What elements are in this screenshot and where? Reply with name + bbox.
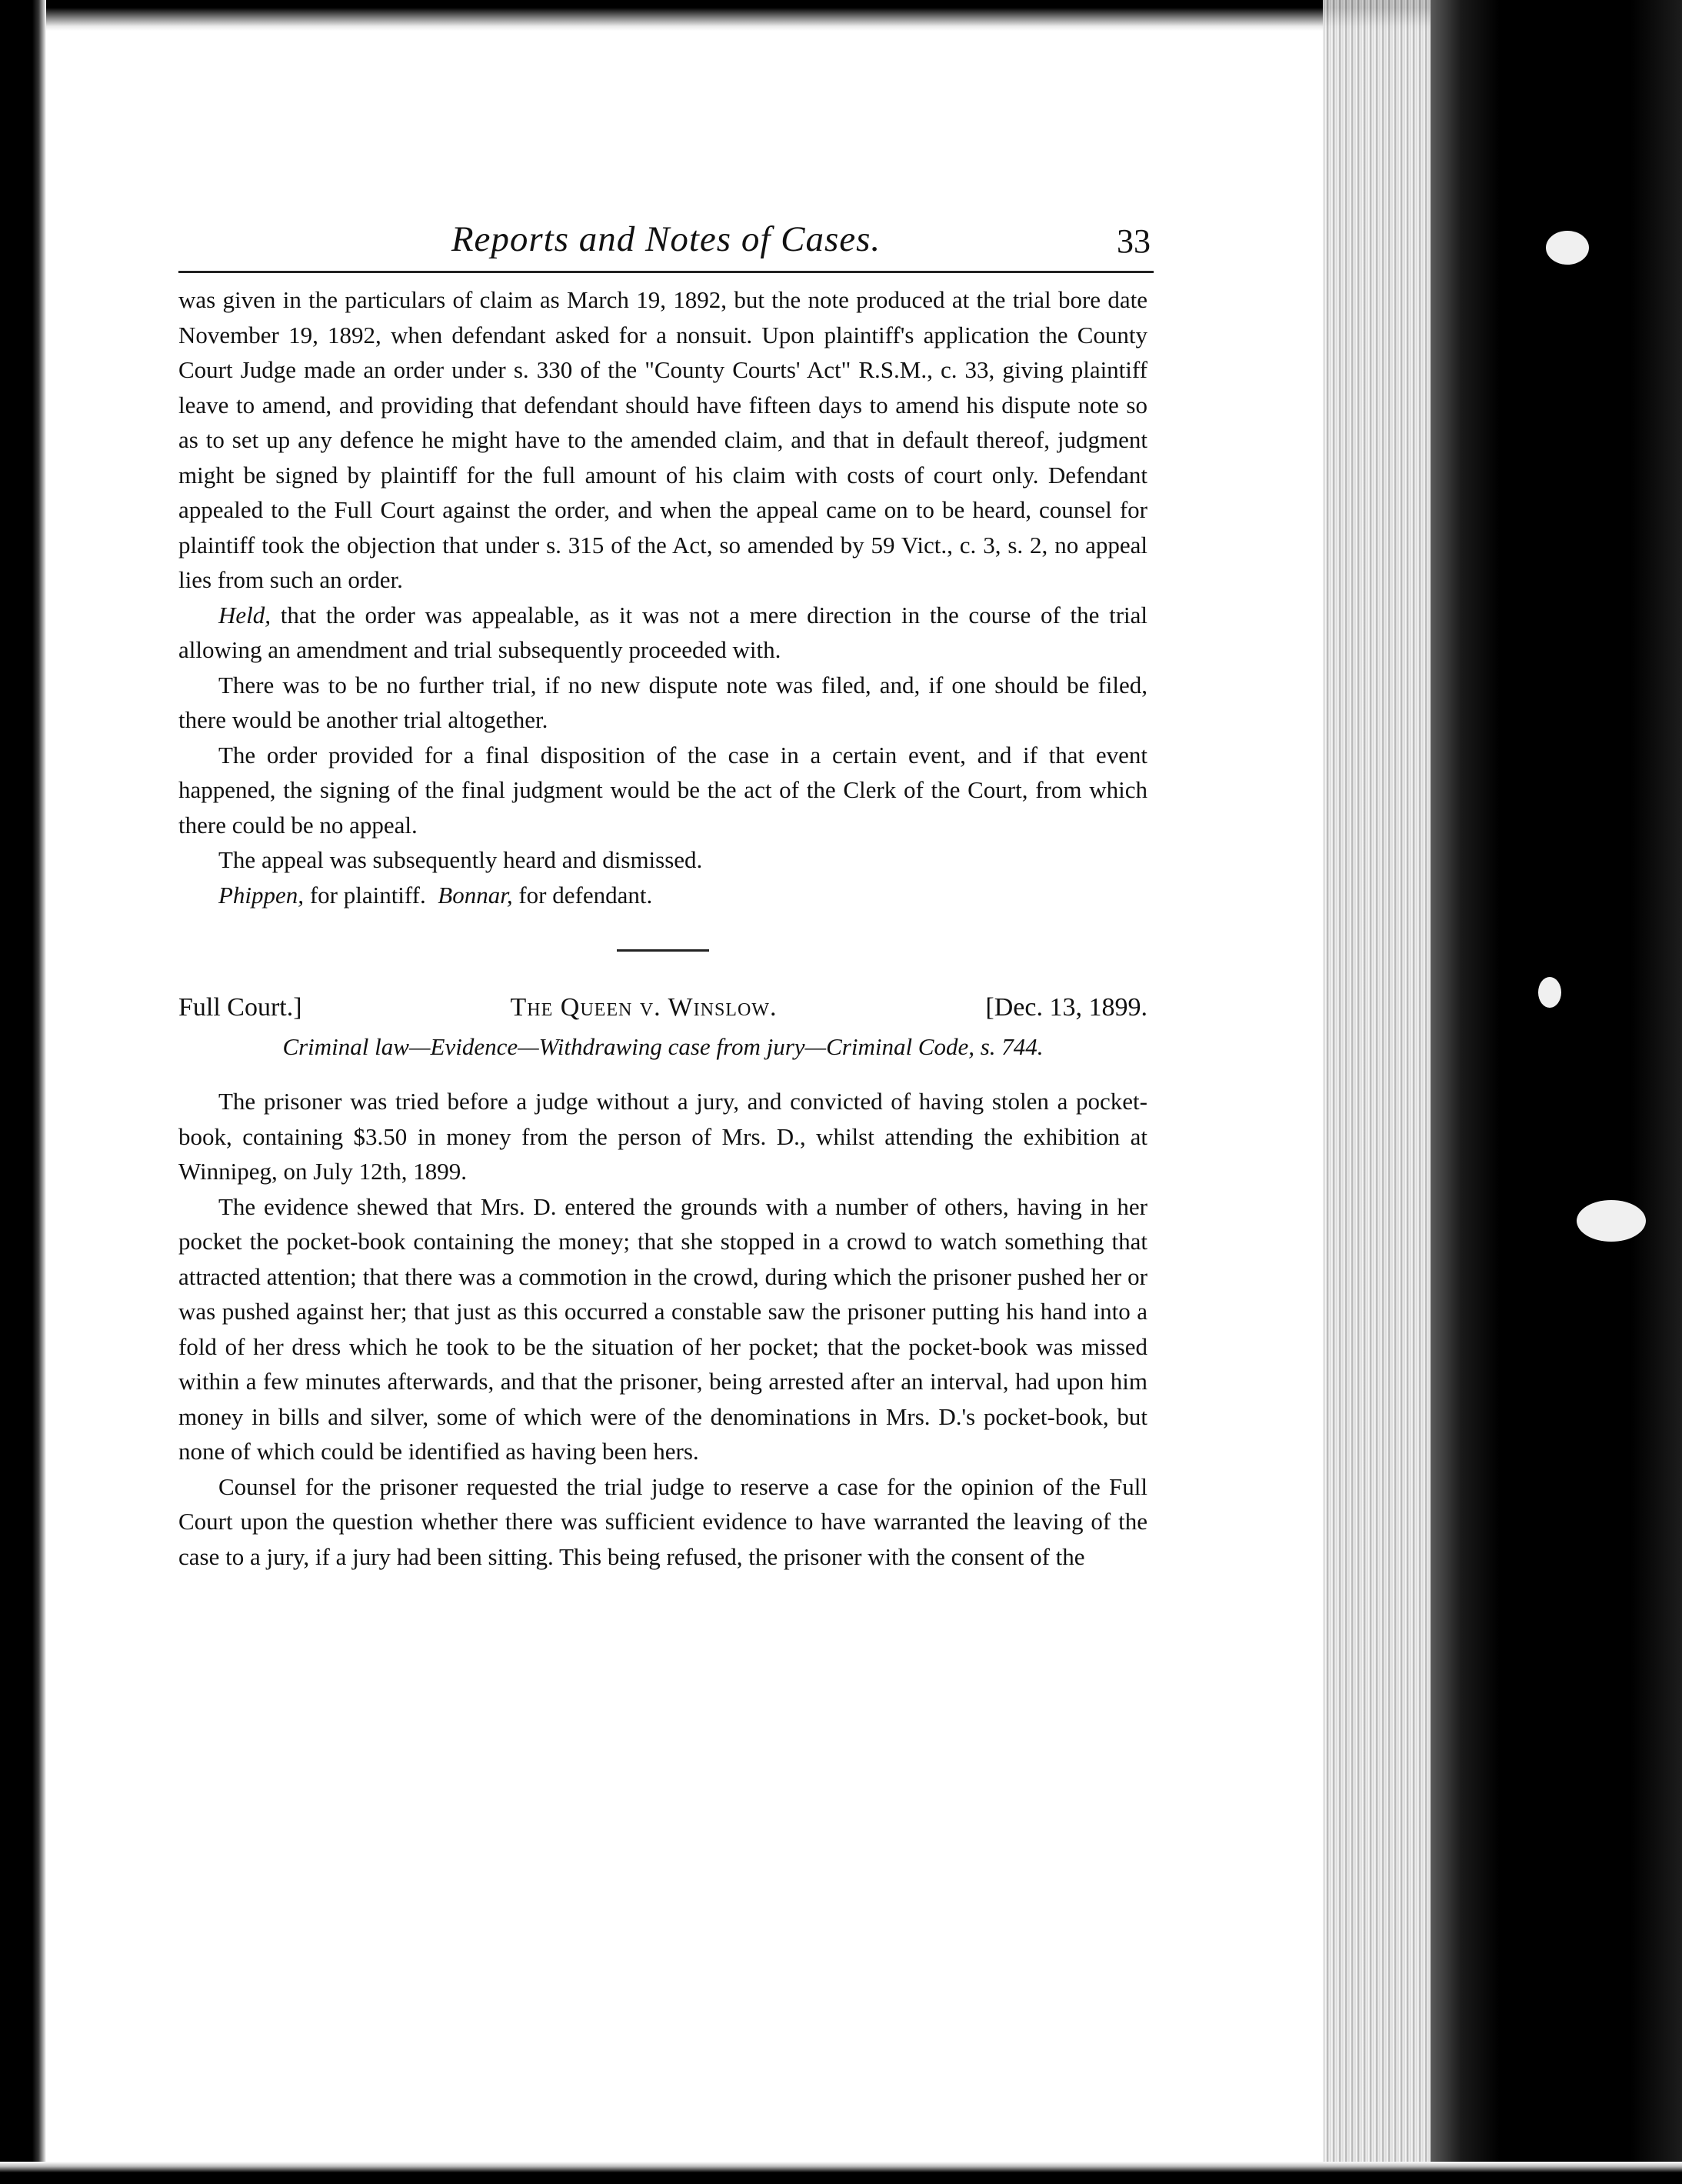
- catchwords: Criminal law—Evidence—Withdrawing case from jury—Criminal Code, s. 744.: [282, 1033, 1044, 1060]
- section-divider: [617, 949, 709, 952]
- counsel-line: [178, 878, 1147, 913]
- court-label: Full Court.]: [178, 993, 302, 1022]
- page-edge-shadow: [1323, 0, 1432, 2184]
- scan-bottom-border: [0, 2162, 1682, 2184]
- counsel-plaintiff-role: for plaintiff.: [309, 881, 426, 909]
- case-two-paragraph: The evidence shewed that Mrs. D. entered the grounds with a number of others, having in her pocket the pocket-book containing the money; that she stopped in a crowd to watch something that attracted attention; that there was a commotion in the crowd, during which the prisoner pushed her or was pushed against her; that just as this occurred a constable saw the prisoner putting his hand into a fold of her dress which he took to be the situation of her pocket; that the pocket-book was missed within a few minutes afterwards, and that the prisoner, being arrested after an interval, had upon him money in bills and silver, some of which were of the denominations in Mrs. D.'s pocket-book, but none of which could be identified as having been hers.: [178, 1192, 1147, 1465]
- spine-blot: [1538, 977, 1561, 1008]
- counsel-defendant-role: for defendant.: [518, 881, 653, 909]
- page-content: [178, 215, 1151, 1574]
- case-one-paragraph: was given in the particulars of claim as March 19, 1892, but the note produced at the trial bore date November 19, 1892, when defendant asked for a nonsuit. Upon plaintiff's application the County Court Judge made an order under s. 330 of the "County Courts' Act" R.S.M., c. 33, giving plaintiff leave to amend, and providing that defendant should have fifteen days to amend his dispute note so as to set up any defence he might have to the amended claim, and that in default thereof, judgment might be signed by plaintiff for the full amount of his claim with costs of court only. Defendant appealed to the Full Court against the order, and when the appeal came on to be heard, counsel for plaintiff took the objection that under s. 315 of the Act, so amended by 59 Vict., c. 3, s. 2, no appeal lies from such an order.: [178, 286, 1147, 593]
- counsel-plaintiff-name: Phippen,: [218, 881, 305, 909]
- case-title: The Queen v. Winslow.: [510, 993, 778, 1022]
- spine-blot: [1577, 1200, 1646, 1242]
- case-two-paragraph: Counsel for the prisoner requested the trial judge to reserve a case for the opinion of the Full Court upon the question whether there was sufficient evidence to have warranted the leaving of the case to a jury, if a jury had been sitting. This being refused, the prisoner with the consent of the: [178, 1472, 1147, 1570]
- running-header: [178, 215, 1154, 273]
- held-paragraph: [178, 598, 1147, 668]
- scan-left-border: [0, 0, 46, 2184]
- case-one-text: [178, 282, 1147, 912]
- case-one-paragraph: There was to be no further trial, if no new dispute note was filed, and, if one should be filed, there would be another trial altogether.: [178, 671, 1147, 733]
- held-label: Held,: [218, 601, 271, 629]
- case-heading: [178, 989, 1147, 1027]
- running-head-title: Reports and Notes of Cases.: [451, 219, 881, 259]
- spine-blot: [1546, 231, 1589, 265]
- case-two-paragraph: The prisoner was tried before a judge without a jury, and convicted of having stolen a pocket-book, containing $3.50 in money from the person of Mrs. D., whilst attending the exhibition at Winnipeg, on July 12th, 1899.: [178, 1088, 1147, 1185]
- book-spine: [1431, 0, 1682, 2184]
- page-number: 33: [1117, 222, 1151, 260]
- held-text: that the order was appealable, as it was not a mere direction in the course of the trial allowing an amendment and trial subsequently proceeded with.: [178, 601, 1147, 663]
- case-one-paragraph: The appeal was subsequently heard and dismissed.: [218, 846, 703, 873]
- case-date: [Dec. 13, 1899.: [985, 993, 1147, 1022]
- case-one-paragraph: The order provided for a final disposition of the case in a certain event, and if that event happened, the signing of the final judgment would be the act of the Clerk of the Court, from which there could be no appeal.: [178, 741, 1147, 839]
- case-two-text: [178, 1084, 1147, 1574]
- counsel-defendant-name: Bonnar,: [438, 881, 513, 909]
